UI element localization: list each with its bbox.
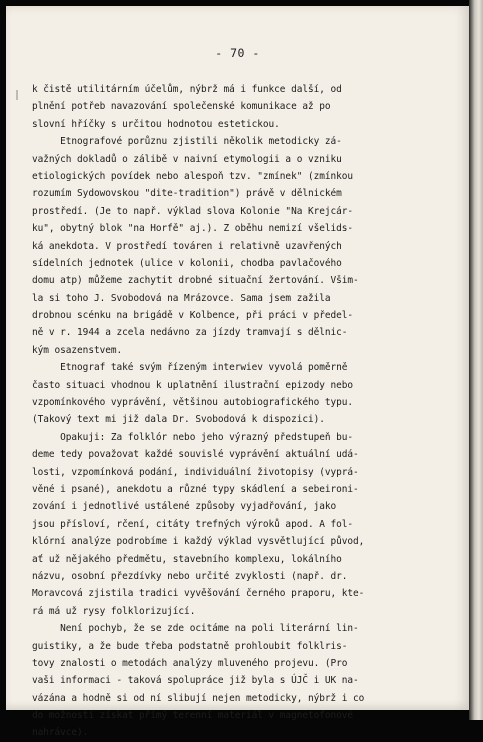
text-line: važných dokladů o zálibě v naivní etymologii a o vzniku xyxy=(32,153,342,165)
text-line: Etnograf také svým řízeným interwiev vyvolá poměrně xyxy=(32,362,348,374)
text-line: deme tedy považovat každé souvislé vyprávění aktuální udá- xyxy=(32,449,359,461)
text-line: rozumím Sydowovskou "dite-tradition") právě v dělnickém xyxy=(32,188,342,200)
text-line: losti, vzpomínková podání, individuální životopisy (vyprá- xyxy=(32,466,359,478)
text-line: ká anekdota. V prostředí továren i relativně uzavřených xyxy=(32,240,342,252)
body-text xyxy=(32,81,452,742)
text-line: Etnografové porůznu zjistili několik metodicky zá- xyxy=(32,136,342,148)
text-line: sídelních jednotek (ulice v kolonii, chodba pavlačového xyxy=(32,257,342,269)
text-line: guistiky, a že bude třeba podstatně prohloubit folklris- xyxy=(32,640,348,652)
text-line: rá má už rysy folklorizující. xyxy=(32,605,196,617)
document-page xyxy=(6,6,469,739)
text-line: nahrávce). xyxy=(32,727,89,739)
page-number: - 70 - xyxy=(215,46,260,60)
page-edge xyxy=(469,0,483,720)
text-line: věné i psané), anekdotu a různé typy skádlení a sebeironi- xyxy=(32,483,359,495)
text-line: zování i jednotlivé ustálené způsoby vyjadřování, jako xyxy=(32,501,337,513)
text-line: prostředí. (Je to např. výklad slova Kolonie "Na Krejcár- xyxy=(32,205,354,217)
text-line: (Takový text mi již dala Dr. Svobodová k dispozici). xyxy=(32,414,325,426)
text-line: ku", obytný blok "na Horfě" aj.). Z oběhu nemizí všelids- xyxy=(32,223,354,235)
text-line: Není pochyb, že se zde ocitáme na poli literární lin- xyxy=(32,623,359,635)
text-line: la si toho J. Svobodová na Mrázovce. Sama jsem zažila xyxy=(32,292,331,304)
text-line: domu atp) můžeme zachytit drobné situační žertování. Všim- xyxy=(32,275,359,287)
text-line: vázána a hodně si od ní slibují nejen metodicky, nýbrž i co xyxy=(32,692,365,704)
text-line: Moravcová zjistila tradici vyvěšování černého praporu, kte- xyxy=(32,588,365,600)
text-line: vaši informaci - taková spolupráce již byla s ÚJČ i UK na- xyxy=(32,675,359,687)
text-line: tovy znalosti o metodách analýzy mluveného projevu. (Pro xyxy=(32,657,348,669)
text-line: do možnosti získat přímý terenní materiál v magnetofonové xyxy=(32,710,354,722)
text-line: k čistě utilitárním účelům, nýbrž má i funkce další, od xyxy=(32,84,342,95)
text-line: Opakuji: Za folklór nebo jeho výrazný předstupeň bu- xyxy=(32,431,354,443)
text-line: drobnou scénku na brigádě v Kolbence, při práci v předel- xyxy=(32,310,354,322)
text-line: ať už nějakého předmětu, stavebního komplexu, lokálního xyxy=(32,553,342,565)
text-line: slovní hříčky s určitou hodnotou estetickou. xyxy=(32,118,280,130)
text-line: často situaci vhodnou k uplatnění ilustrační epizody nebo xyxy=(32,379,354,391)
text-line: kým osazenstvem. xyxy=(32,344,123,356)
text-line: jsou přísloví, rčení, citáty trefných výroků apod. A fol- xyxy=(32,518,354,530)
text-line: vzpomínkového vyprávění, většinou autobiografického typu. xyxy=(32,397,354,409)
text-line: plnění potřeb navazování společenské komunikace až po xyxy=(32,101,331,113)
text-line: ně v r. 1944 a zcela nedávno za jízdy tramvají s dělnic- xyxy=(32,327,348,339)
text-line: názvu, osobní přezdívky nebo určité zvyklosti (např. dr. xyxy=(32,570,348,582)
margin-mark xyxy=(16,90,18,100)
text-line: etiologických povídek nebo alespoň tzv. "zmínek" (zmínkou xyxy=(32,170,354,182)
text-line: klórní analýze podrobíme i každý výklad vysvětlující původ, xyxy=(32,536,365,548)
